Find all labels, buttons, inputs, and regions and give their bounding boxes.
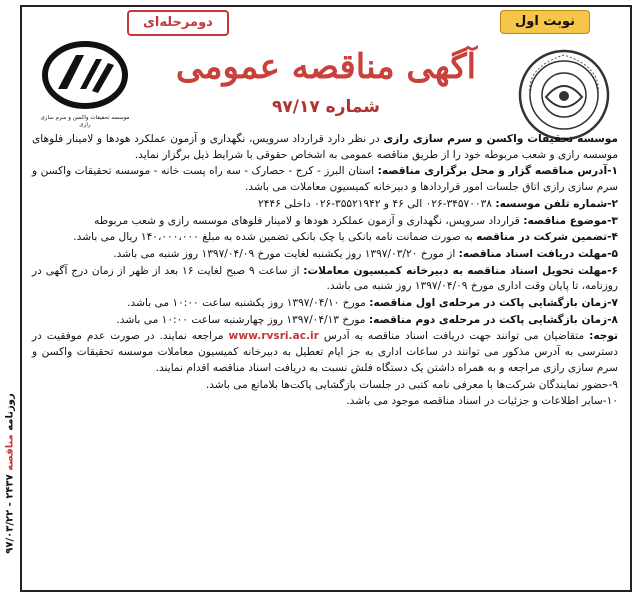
item-6 bbox=[32, 264, 618, 295]
note-text-rest: مراجعه نمایند. در صورت عدم موفقیت در دسترسی به آدرس مذکور می توانند در ساعات اداری به جز ایام تعطیل به دبیرخانه کمیسیون معاملات موسسه تحقیقات واکسن و سرم سازی رازی مراجعه و به همراه داشتن یک دستگاه فلش نسبت به دریافت اسناد مناقصه اقدام نمایند. bbox=[32, 330, 618, 374]
item-8 bbox=[32, 313, 618, 329]
newspaper-name: مناقصه bbox=[4, 434, 16, 471]
note-text: متقاضیان می توانند جهت دریافت اسناد مناقصه به آدرس bbox=[318, 330, 590, 343]
notice-number: شماره ۹۷/۱۷ bbox=[272, 97, 380, 117]
intro-text: در نظر دارد قرارداد سرویس، نگهداری و آزمون عملکرد هودها و لامینار فلوهای موسسه رازی و شعب مربوطه خود را از طریق مناقصه عمومی به اشخاص حقوقی با شرایط ذیل برگزار نماید. bbox=[32, 133, 618, 161]
notice-frame bbox=[20, 5, 632, 592]
item-label: ۴-تضمین شرکت در مناقصه bbox=[476, 231, 618, 244]
item-text: استان البرز - کرج - حصارک - سه راه پست خانه - موسسه تحقیقات واکسن و سرم سازی رازی اتاق جلسات امور قراردادها و دبیرخانه کمیسیون معاملات می باشد. bbox=[32, 165, 618, 194]
item-7 bbox=[32, 296, 618, 312]
note-paragraph bbox=[32, 329, 618, 376]
item-label: ۸-زمان بازگشایی پاکت در مرحله‌ی دوم مناقصه: bbox=[368, 313, 618, 326]
item-3 bbox=[32, 214, 618, 230]
notice-title: آگهی مناقصه عمومی bbox=[175, 47, 477, 87]
item-text: مورخ ۱۳۹۷/۰۴/۱۳ روز چهارشنبه ساعت ۱۰:۰۰ می باشد. bbox=[116, 313, 369, 326]
item-10: ۱۰-سایر اطلاعات و جزئیات در اسناد مناقصه موجود می باشد. bbox=[346, 395, 618, 408]
note-label: توجه: bbox=[589, 330, 619, 343]
item-2 bbox=[32, 197, 618, 213]
item-text: از مورخ ۱۳۹۷/۰۳/۲۰ روز یکشنبه لغایت مورخ ۱۳۹۷/۰۴/۰۹ روز شنبه می باشد. bbox=[113, 247, 459, 260]
first-round-badge: نوبت اول bbox=[500, 10, 590, 34]
item-4 bbox=[32, 230, 618, 246]
issue-info: ۲۴۳۷ - ۹۷/۰۳/۲۲ bbox=[4, 474, 16, 554]
newspaper-prefix: روزنامه bbox=[4, 393, 16, 435]
two-stage-badge: دومرحله‌ای bbox=[127, 10, 229, 36]
item-label: ۲-شماره تلفن موسسه: bbox=[495, 197, 618, 210]
item-text: مورخ ۱۳۹۷/۰۴/۱۰ روز یکشنبه ساعت ۱۰:۰۰ می باشد. bbox=[127, 297, 370, 310]
item-label: ۷-زمان بازگشایی پاکت در مرحله‌ی اول مناقصه: bbox=[369, 297, 618, 310]
logo-caption: موسسه تحقیقات واکسن و سرم سازی رازی bbox=[40, 115, 130, 128]
item-5 bbox=[32, 247, 618, 263]
institute-name: موسسه تحقیقات واکسن و سرم سازی رازی bbox=[383, 133, 618, 145]
item-text: قرارداد سرویس، نگهداری و آزمون عملکرد هودها و لامینار فلوهای موسسه رازی و شعب مربوطه bbox=[94, 214, 524, 227]
newspaper-side-label bbox=[1, 360, 19, 590]
item-1 bbox=[32, 164, 618, 195]
item-text: به صورت ضمانت نامه بانکی یا چک بانکی تضمین شده به مبلغ ۱۴۰،۰۰۰،۰۰۰ ریال می باشد. bbox=[73, 231, 477, 244]
website-link[interactable]: www.rvsri.ac.ir bbox=[228, 330, 319, 343]
item-9: ۹-حضور نمایندگان شرکت‌ها با معرفی نامه کتبی در جلسات بازگشایی پاکت‌ها بلامانع می باشد. bbox=[205, 378, 618, 391]
intro-paragraph bbox=[32, 132, 618, 163]
item-text: از ساعت ۹ صبح لغایت ۱۶ بعد از ظهر از زمان درج آگهی در روزنامه، تا پایان وقت اداری مورخ ۱۳۹۷/۰۴/۰۹ روز شنبه می باشد. bbox=[32, 264, 618, 293]
item-label: ۳-موضوع مناقصه: bbox=[523, 214, 618, 227]
notice-body bbox=[32, 132, 618, 411]
item-label: ۱-آدرس مناقصه گزار و محل برگزاری مناقصه: bbox=[377, 165, 618, 178]
item-label: ۵-مهلت دریافت اسناد مناقصه: bbox=[458, 247, 618, 260]
item-text: ۳۴۵۷۰۰۳۸-۰۲۶ الی ۴۶ و ۳۵۵۲۱۹۴۲-۰۲۶ داخلی ۲۴۴۶ bbox=[258, 197, 496, 210]
item-label: ۶-مهلت تحویل اسناد مناقصه به دبیرخانه کمیسیون معاملات: bbox=[303, 264, 618, 277]
